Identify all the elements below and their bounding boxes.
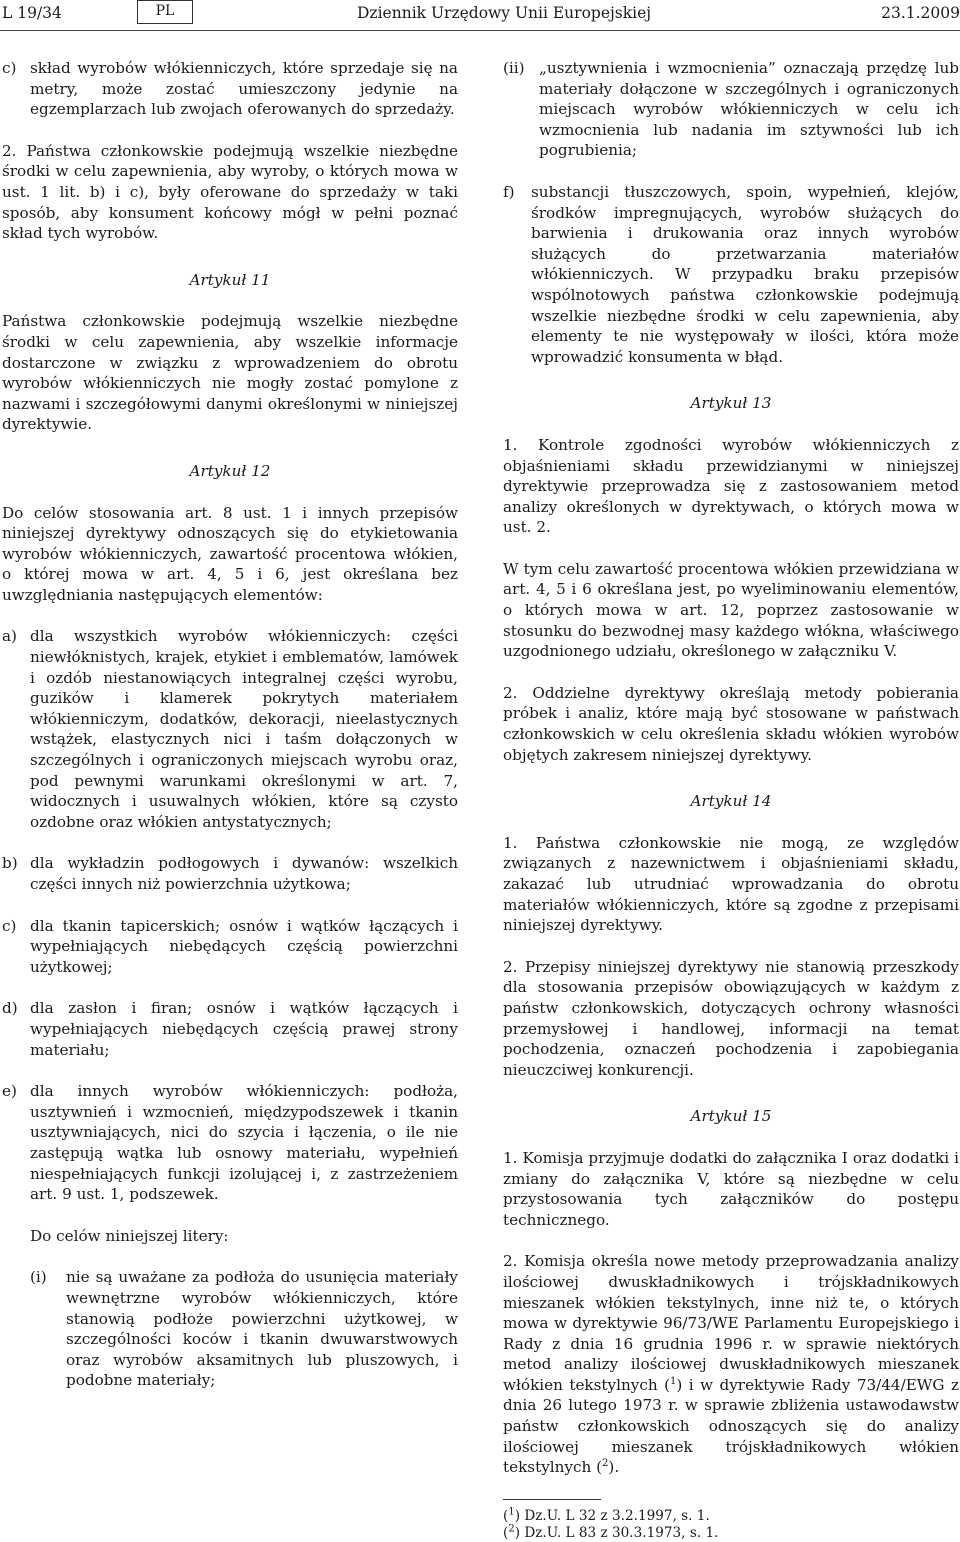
article-heading: Artykuł 13 — [690, 394, 772, 413]
list-item — [2, 626, 458, 832]
paragraph: 1. Państwa członkowskie nie mogą, ze względów związanych z nazewnictwem i objaśnieniami składu, zakazać lub utrudniać wprowadzania do obrotu materiałów włókienniczych, które są zgodne z przepisami niniejszej dyrektywy. — [503, 833, 959, 935]
publication-date: 23.1.2009 — [881, 4, 960, 22]
footnote-text: Dz.U. L 83 z 30.3.1973, s. 1. — [520, 1524, 719, 1541]
list-item — [503, 58, 959, 161]
paragraph: Państwa członkowskie podejmują wszelkie niezbędne środki w celu zapewnienia, aby wszelkie informacje dostarczone w związku z wprowadzeniem do obrotu wyrobów włókienniczych nie mogły zostać pomylone z nazwami i szczegółowymi danymi określonymi w niniejszej dyrektywie. — [2, 312, 458, 434]
footnote: ($^2$) Dz.U. L 83 z 30.3.1973, s. 1. — [503, 1523, 719, 1541]
paragraph: 1. Komisja przyjmuje dodatki do załącznika I oraz dodatki i zmiany do załącznika V, które są niezbędne w celu przystosowania tych załączników do postępu technicznego. — [503, 1148, 959, 1229]
list-item — [2, 853, 458, 894]
item-text: nie są uważane za podłoża do usunięcia materiały wewnętrzne wyrobów włókienniczych, które stanowią podłoże powierzchni użytkowej, w szczególności koców i tkanin dwuwarstwowych oraz wyrobów aksamitnych lub pluszowych, i podobne materiały; — [66, 1268, 458, 1390]
paragraph: 2. Państwa członkowskie podejmują wszelkie niezbędne środki w celu zapewnienia, aby wyroby, o których mowa w ust. 1 lit. b) i c), były oferowane do sprzedaży w taki sposób, aby konsument końcowy mógł w pełni poznać skład tych wyrobów. — [2, 141, 458, 243]
footnote-ref[interactable]: 2 — [602, 1458, 609, 1470]
item-text: „usztywnienia i wzmocnienia” oznaczają przędzę lub materiały dołączone w szczególnych i ograniczonych miejscach wyrobów włókienniczych w celu ich wzmocnienia lub nadania im sztywności lub ich pogrubienia; — [539, 59, 959, 160]
article-heading: Artykuł 14 — [690, 792, 772, 811]
item-label: e) — [2, 1082, 17, 1101]
article-heading: Artykuł 15 — [690, 1107, 772, 1126]
page-number: L 19/34 — [2, 4, 62, 22]
paragraph-text: ). — [608, 1458, 620, 1477]
footnote-number: 1 — [508, 1506, 515, 1518]
paragraph: 2. Przepisy niniejszej dyrektywy nie stanowią przeszkody dla stosowania przepisów obowiązujących w każdym z państw członkowskich, dotyczących ochrony własności przemysłowej i handlowej, informacji na temat pochodzenia, oznaczeń pochodzenia i zapobiegania nieuczciwej konkurencji. — [503, 957, 959, 1079]
sub-list — [2, 1226, 458, 1391]
footnote-text: Dz.U. L 32 z 3.2.1997, s. 1. — [520, 1507, 710, 1524]
header-divider — [0, 30, 960, 31]
language-badge: PL — [137, 0, 193, 24]
item-text: substancji tłuszczowych, spoin, wypełnień, klejów, środków impregnujących, wyrobów służących do barwienia i drukowania oraz innych wyrobów służących do przetwarzania materiałów włókienniczych. W przypadku braku przepisów wspólnotowych państwa członkowskie podejmują wszelkie niezbędne środki w celu zapewnienia, aby elementy te nie występowały w ilości, która może wprowadzić konsumenta w błąd. — [531, 182, 959, 366]
list-item — [2, 998, 458, 1060]
item-label: a) — [2, 627, 17, 646]
item-text: dla innych wyrobów włókienniczych: podłoża, usztywnień i wzmocnień, międzypodszewek i tkanin usztywniających, nici do szycia i łączenia, o ile nie zastępują wątka lub osnowy materiału, wypełnień niespełniających funkcji izolującej i, z zastrzeżeniem art. 9 ust. 1, podszewek. — [30, 1082, 458, 1204]
item-label: (ii) — [503, 59, 525, 77]
item-label: b) — [2, 854, 18, 873]
paragraph: W tym celu zawartość procentowa włókien przewidziana w art. 4, 5 i 6 określana jest, po wyeliminowaniu elementów, o których mowa w art. 12, poprzez zastosowanie w stosunku do bezwodnej masy każdego włókna, właściwego uzgodnionego udziału, określonego w załączniku V. — [503, 559, 959, 661]
list-item — [503, 182, 959, 367]
left-column — [2, 58, 458, 1412]
item-label: d) — [2, 999, 18, 1018]
item-text: dla wykładzin podłogowych i dywanów: wszelkich części innych niż powierzchnia użytkowa; — [30, 854, 458, 893]
list-item — [2, 916, 458, 978]
paragraph-text: ) i w dyrektywie Rady 73/44/EWG z dnia 26 lutego 1973 r. w sprawie zbliżenia ustawodawstw państw członkowskich odnoszących się do analizy ilościowej mieszanek trójskładnikowych włókien tekstylnych ( — [503, 1375, 959, 1477]
list-item — [30, 1267, 458, 1391]
paragraph: 2. Oddzielne dyrektywy określają metody pobierania próbek i analiz, które mają być stosowane w państwach członkowskich w celu określenia składu włókien wyrobów objętych zakresem niniejszej dyrektywy. — [503, 683, 959, 764]
item-text: skład wyrobów włókienniczych, które sprzedaje się na metry, może zostać umieszczony jedynie na egzemplarzach lub zwojach oferowanych do sprzedaży. — [30, 59, 458, 119]
item-text: dla wszystkich wyrobów włókienniczych: części niewłóknistych, krajek, etykiet i emblematów, lamówek i ozdób niestanowiących integralnej części wyrobu, guzików i klamerek pokrytych materiałem włókienniczym, dodatków, dekoracji, nieelastycznych wstążek, elastycznych nici i taśm dołączonych w szczególnych i ograniczonych miejscach wyrobu oraz, pod pewnymi warunkami określonymi w art. 7, widocznych i usuwalnych włókien, które są czysto ozdobne oraz włókien antystatycznych; — [30, 627, 458, 831]
footnote-ref[interactable]: 1 — [670, 1375, 677, 1387]
item-text: dla tkanin tapicerskich; osnów i wątków łączących i wypełniających niebędących częścią powierzchni użytkowej; — [30, 916, 458, 976]
list-item — [2, 1081, 458, 1205]
item-label: (i) — [30, 1268, 47, 1287]
journal-title: Dziennik Urzędowy Unii Europejskiej — [357, 4, 652, 22]
paragraph: 1. Kontrole zgodności wyrobów włókienniczych z objaśnieniami składu przewidzianymi w niniejszej dyrektywie przeprowadza się z zastosowaniem metod analizy określonych w dyrektywach, o których mowa w ust. 2. — [503, 435, 959, 537]
item-label: c) — [2, 916, 17, 935]
footnote-divider — [503, 1499, 601, 1500]
right-column — [503, 58, 959, 1542]
item-label: c) — [2, 59, 17, 77]
footnote: ($^1$) Dz.U. L 32 z 3.2.1997, s. 1. — [503, 1506, 710, 1524]
footnote-number: 2 — [508, 1523, 515, 1535]
list-item — [2, 58, 458, 120]
paragraph-text: 2. Komisja określa nowe metody przeprowadzania analizy ilościowej dwuskładnikowych i trójskładnikowych mieszanek włókien tekstylnych, inne niż te, o których mowa w dyrektywie 96/73/WE Parlamentu Europejskiego i Rady z dnia 16 grudnia 1996 r. w sprawie niektórych metod analizy ilościowej dwuskładnikowych mieszanek włókien tekstylnych ( — [503, 1252, 959, 1394]
item-text: dla zasłon i firan; osnów i wątków łączących i wypełniających niebędących częścią prawej strony materiału; — [30, 999, 458, 1059]
sub-intro: Do celów niniejszej litery: — [30, 1226, 229, 1245]
paragraph: Do celów stosowania art. 8 ust. 1 i innych przepisów niniejszej dyrektywy odnoszących się do etykietowania wyrobów włókienniczych, zawartość procentowa włókien, o której mowa w art. 4, 5 i 6, jest określana bez uwzględniania następujących elementów: — [2, 503, 458, 604]
paragraph — [503, 1251, 959, 1478]
article-heading: Artykuł 12 — [189, 461, 271, 480]
page-header — [0, 0, 960, 34]
article-heading: Artykuł 11 — [189, 270, 271, 289]
item-label: f) — [503, 182, 515, 201]
